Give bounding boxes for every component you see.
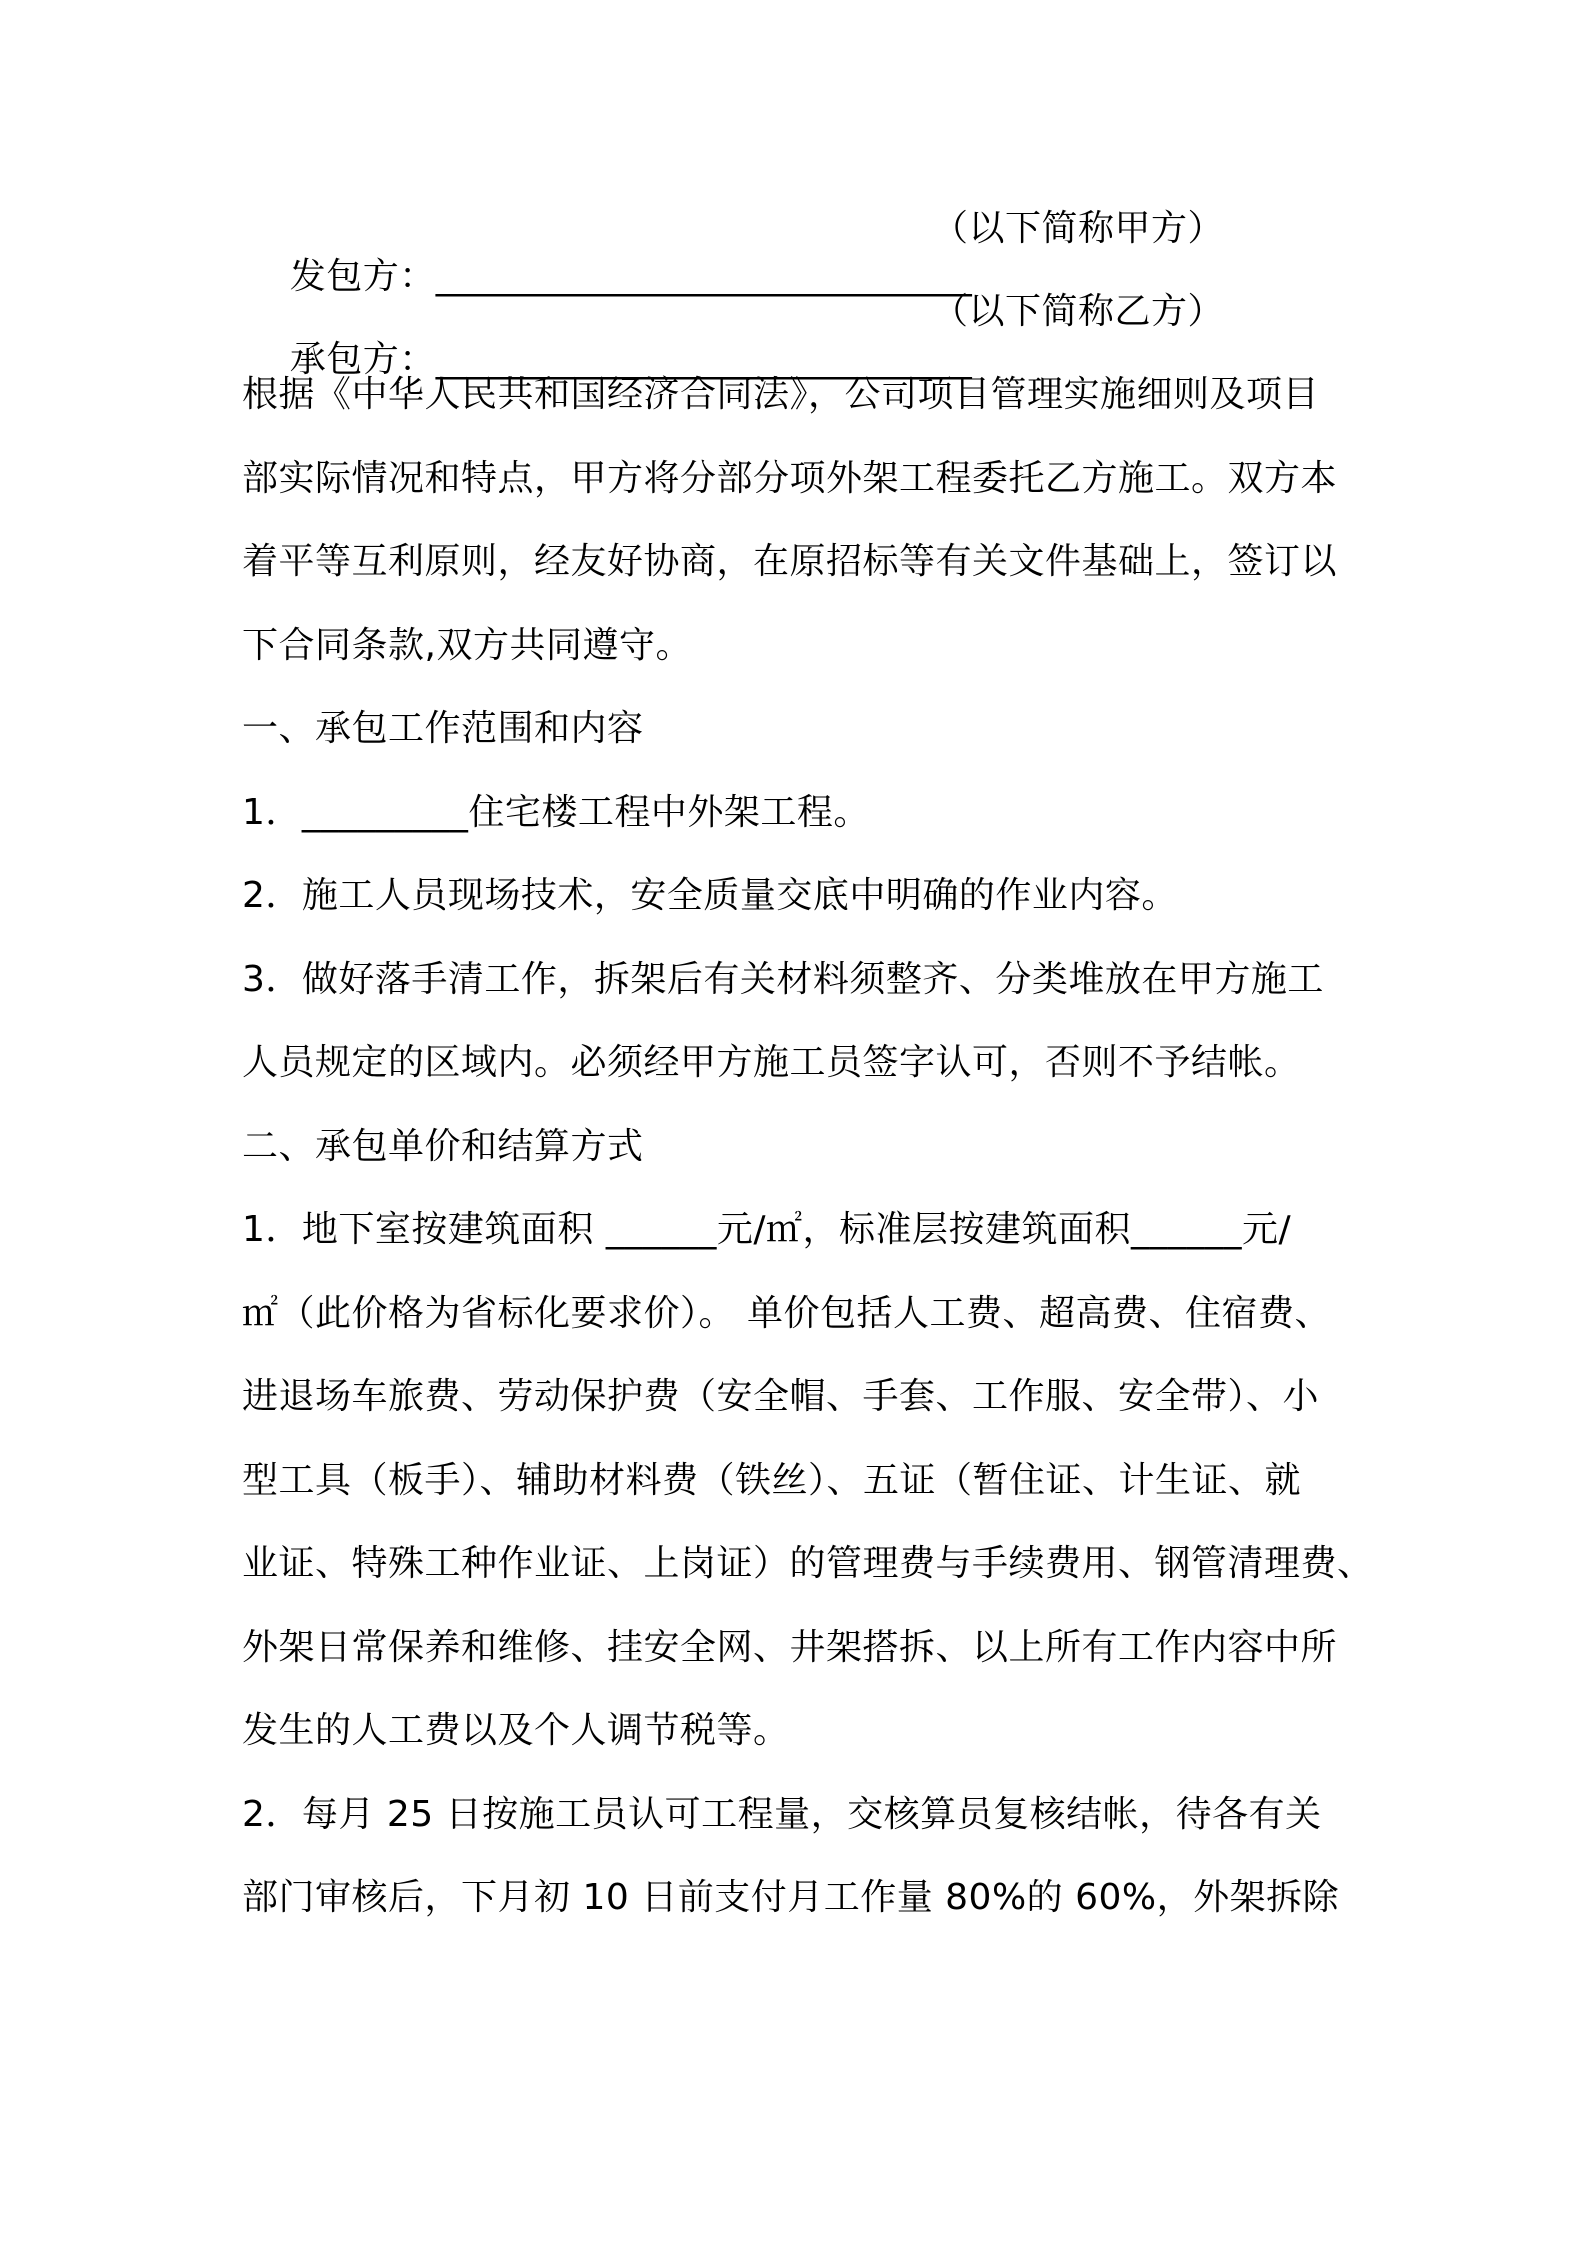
clause-2-2-line-2: 部门审核后，下月初 10 日前支付月工作量 80%的 60%，外架拆除 [242,1877,1340,1918]
clause-1-3-line-1: 3．做好落手清工作，拆架后有关材料须整齐、分类堆放在甲方施工 [242,959,1324,1000]
clause-1-3-line-2: 人员规定的区域内。必须经甲方施工员签字认可，否则不予结帐。 [242,1042,1301,1083]
section-heading-2: 二、承包单价和结算方式 [242,1126,644,1167]
party-a-note: （以下简称甲方） [932,208,1225,249]
clause-2-1-line-6: 外架日常保养和维修、挂安全网、井架搭拆、以上所有工作内容中所 [242,1627,1338,1668]
clause-1-2: 2．施工人员现场技术，安全质量交底中明确的作业内容。 [242,875,1178,916]
preamble-line-4: 下合同条款,双方共同遵守。 [242,625,692,666]
clause-2-1-line-2: ㎡（此价格为省标化要求价）。 单价包括人工费、超高费、住宿费、 [242,1293,1331,1334]
clause-2-1-line-1: 1．地下室按建筑面积 ______元/㎡，标准层按建筑面积______元/ [242,1209,1292,1250]
party-a-label: 发包方： [289,256,436,297]
clause-2-1-line-5: 业证、特殊工种作业证、上岗证）的管理费与手续费用、钢管清理费、 [242,1543,1374,1584]
clause-2-1-line-7: 发生的人工费以及个人调节税等。 [242,1710,790,1751]
clause-1-1: 1．_________住宅楼工程中外架工程。 [242,792,870,833]
party-b-label: 承包方： [289,339,436,380]
clause-2-2-line-1: 2．每月 25 日按施工员认可工程量，交核算员复核结帐，待各有关 [242,1794,1322,1835]
party-a-blank: _____________________________ [435,256,973,297]
party-b-note: （以下简称乙方） [932,291,1225,332]
clause-2-1-line-3: 进退场车旅费、劳动保护费（安全帽、手套、工作服、安全带）、小 [242,1376,1320,1417]
preamble-line-1: 根据《中华人民共和国经济合同法》，公司项目管理实施细则及项目 [242,374,1320,415]
section-heading-1: 一、承包工作范围和内容 [242,708,644,749]
clause-2-1-line-4: 型工具（板手）、辅助材料费（铁丝）、五证（暂住证、计生证、就 [242,1460,1302,1501]
party-b-blank: _____________________________ [435,339,973,380]
party-b-line [242,288,1342,380]
party-a-line [242,205,1342,297]
preamble-line-2: 部实际情况和特点，甲方将分部分项外架工程委托乙方施工。双方本 [242,458,1338,499]
preamble-line-3: 着平等互利原则，经友好协商，在原招标等有关文件基础上，签订以 [242,541,1338,582]
